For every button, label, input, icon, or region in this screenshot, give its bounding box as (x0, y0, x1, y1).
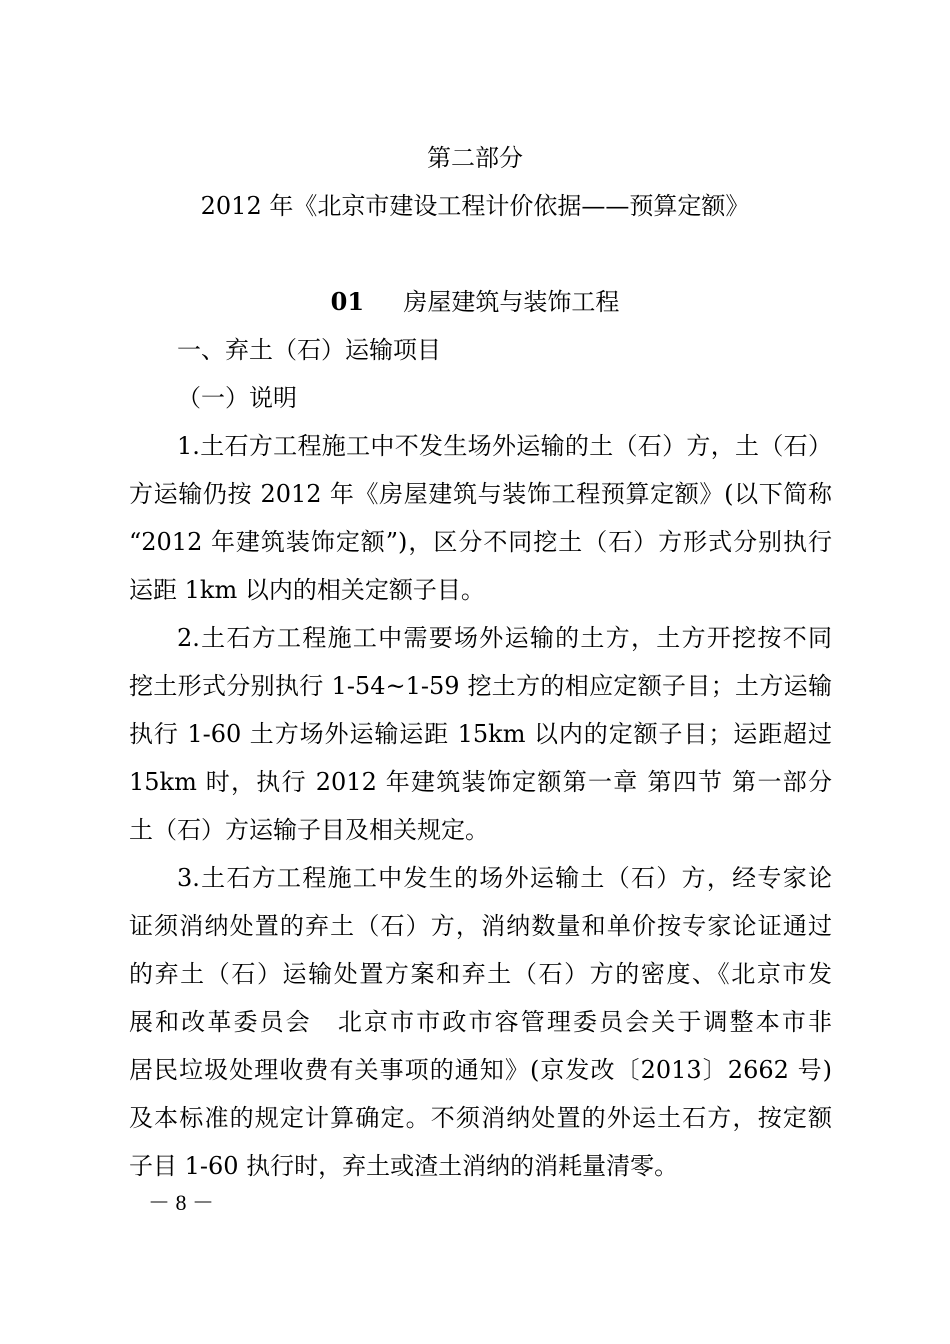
item-title: 一、弃土（石）运输项目 (177, 336, 441, 364)
section-heading (0, 286, 950, 318)
document-title: 2012 年《北京市建设工程计价依据——预算定额》 (200, 192, 750, 220)
subtitle: （一）说明 (177, 384, 297, 412)
paragraph-line: “2012 年建筑装饰定额”)，区分不同挖土（石）方形式分别执行 (129, 528, 832, 556)
paragraph-line: 的弃土（石）运输处置方案和弃土（石）方的密度、《北京市发 (129, 960, 832, 988)
paragraph-line: 居民垃圾处理收费有关事项的通知》(京发改〔2013〕2662 号) (129, 1056, 832, 1084)
section-number: 01 (330, 287, 365, 316)
paragraph-line: 执行 1-60 土方场外运输运距 15km 以内的定额子目；运距超过 (129, 720, 832, 748)
paragraph-line: 证须消纳处置的弃土（石）方，消纳数量和单价按专家论证通过 (129, 912, 832, 940)
page-number: － 8 － (148, 1190, 215, 1215)
paragraph-line: 1.土石方工程施工中不发生场外运输的土（石）方，土（石） (177, 432, 832, 460)
paragraph-line: 15km 时，执行 2012 年建筑装饰定额第一章 第四节 第一部分 (129, 768, 832, 796)
paragraph-line: 土（石）方运输子目及相关规定。 (129, 816, 489, 844)
section-name: 房屋建筑与装饰工程 (403, 288, 620, 316)
paragraph-line: 运距 1km 以内的相关定额子目。 (129, 576, 485, 604)
part-heading: 第二部分 (427, 144, 523, 172)
paragraph-line: 展和改革委员会 北京市市政市容管理委员会关于调整本市非 (129, 1008, 832, 1036)
paragraph-line: 2.土石方工程施工中需要场外运输的土方，土方开挖按不同 (177, 624, 832, 652)
paragraph-line: 挖土形式分别执行 1-54~1-59 挖土方的相应定额子目；土方运输 (129, 672, 832, 700)
paragraph-line: 方运输仍按 2012 年《房屋建筑与装饰工程预算定额》(以下简称 (129, 480, 832, 508)
paragraph-line: 子目 1-60 执行时，弃土或渣土消纳的消耗量清零。 (129, 1152, 679, 1180)
paragraph-line: 及本标准的规定计算确定。不须消纳处置的外运土石方，按定额 (129, 1104, 832, 1132)
paragraph-line: 3.土石方工程施工中发生的场外运输土（石）方，经专家论 (177, 864, 832, 892)
